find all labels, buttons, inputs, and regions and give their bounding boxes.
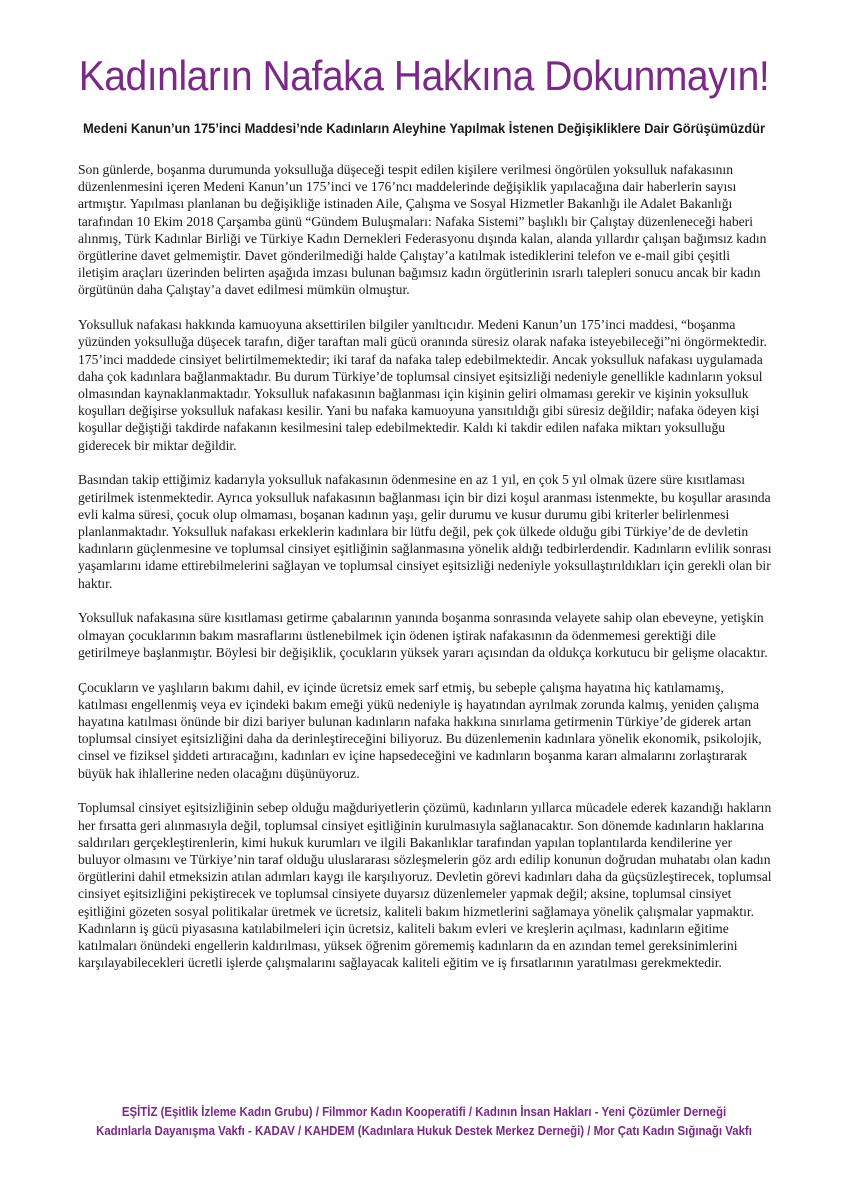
paragraph-2: Yoksulluk nafakası hakkında kamuoyuna aksettirilen bilgiler yanıltıcıdır. Medeni Kanun’un 175’inci maddesi, “boşanma yüzünden yoksulluğa düşecek tarafın, diğer taraftan mali gücü oranında süresiz olarak nafaka isteyebileceği”ni öngörmektedir. 175’inci maddede cinsiyet belirtilmemektedir; iki taraf da nafaka talep edebilmektedir. Ancak yoksulluk nafakası uygulamada daha çok kadınlara bağlanmaktadır. Bu durum Türkiye’de toplumsal cinsiyet eşitsizliği nedeniyle genellikle kadınların yoksul olmasından kaynaklanmaktadır. Yoksulluk nafakasının bağlanması için kişinin geliri olmaması gerekir ve kişinin yoksulluk koşulları değişirse yoksulluk nafakası kesilir. Yani bu nafaka kamuoyuna yansıtıldığı gibi süresiz değildir; nafaka ödeyen kişi koşullar değiştiği takdirde nafakanın kesilmesini talep edebilmektedir. Kaldı ki takdir edilen nafaka miktarı yoksulluğu giderecek bir miktar değildir. <box>78 317 767 453</box>
paragraph-1: Son günlerde, boşanma durumunda yoksulluğa düşeceği tespit edilen kişilere verilmesi öngörülen yoksulluk nafakasının düzenlenmesini içeren Medeni Kanun’un 175’inci ve 176’ncı maddelerinde değişiklik yapılacağına dair haberlerin sayısı artmıştır. Yapılması planlanan bu değişikliğe istinaden Aile, Çalışma ve Sosyal Hizmetler Bakanlığı ile Adalet Bakanlığı tarafından 10 Ekim 2018 Çarşamba günü “Gündem Buluşmaları: Nafaka Sistemi” başlıklı bir Çalıştay düzenleneceği haberi alınmış, Türk Kadınlar Birliği ve Türkiye Kadın Dernekleri Federasyonu dışında kalan, alanda yıllardır çalışan bağımsız kadın örgütlerine davet gelmemiştir. Davet gönderilmediği halde Çalıştay’a katılmak istediklerini telefon ve e-mail gibi çeşitli iletişim araçları üzerinden belirten aşağıda imzası bulunan bağımsız kadın örgütlerinin ısrarlı talepleri sonucu ancak bir kadın örgütünün daha Çalıştay’a davet edilmesi mümkün olmuştur. <box>78 162 767 298</box>
signatories <box>0 1102 848 1140</box>
paragraph-4: Yoksulluk nafakasına süre kısıtlaması getirme çabalarının yanında boşanma sonrasında velayete sahip olan ebeveyne, yetişkin olmayan çocuklarının bakım masraflarını üstlenebilmek için ödenen iştirak nafakasının da ödenmemesi gerektiği dile getirilmeye başlanmıştır. Böylesi bir değişiklik, çocukların yüksek yararı açısından da oldukça korkutucu bir gelişme olacaktır. <box>78 610 768 660</box>
signatories-line-2: Kadınlarla Dayanışma Vakfı - KADAV / KAHDEM (Kadınlara Hukuk Destek Merkez Derneği) / Mor Çatı Kadın Sığınağı Vakfı <box>96 1123 752 1138</box>
document-body <box>78 161 772 989</box>
paragraph-3: Basından takip ettiğimiz kadarıyla yoksulluk nafakasının ödenmesine en az 1 yıl, en çok 5 yıl olmak üzere süre kısıtlaması getirilmek istenmektedir. Ayrıca yoksulluk nafakasının bağlanması için bir dizi koşul aranması istenmekte, bu koşullar arasında evli kalma süresi, çocuk olup olmaması, boşanan kadının yaşı, gelir durumu ve kusur durumu gibi kriterler belirlenmesi planlanmaktadır. Yoksulluk nafakası erkeklerin kadınlara bir lütfu değil, pek çok ülkede olduğu gibi Türkiye’de de devletin kadınların güçlenmesine ve toplumsal cinsiyet eşitliğinin sağlanmasına yönelik aldığı tedbirlerdendir. Kadınların evlilik sonrası yaşamlarını idame ettirebilmelerini sağlayan ve toplumsal cinsiyet eşitsizliği nedeniyle yoksullaştırıldıkları için gerekli olan bir haktır. <box>78 472 772 591</box>
paragraph-5: Çocukların ve yaşlıların bakımı dahil, ev içinde ücretsiz emek sarf etmiş, bu sebeple çalışma hayatına hiç katılamamış, katılması engellenmiş veya ev içindeki bakım emeği yükü nedeniyle iş hayatından ayrılmak zorunda kalmış, yeniden çalışma hayatına katılması önünde bir dizi bariyer bulunan kadınların nafaka hakkına sınırlama getirmenin Türkiye’de giderek artan toplumsal cinsiyet eşitsizliğini daha da derinleştireceğini biliyoruz. Bu düzenlemenin kadınlara yönelik ekonomik, psikolojik, cinsel ve fiziksel şiddeti artıracağını, kadınları ev içine hapsedeceğini ve kadınların boşanma kararı almalarını zorlaştırarak büyük hak ihlallerine neden olacağını düşünüyoruz. <box>78 679 762 781</box>
paragraph-6: Toplumsal cinsiyet eşitsizliğinin sebep olduğu mağduriyetlerin çözümü, kadınların yıllarca mücadele ederek kazandığı hakların her fırsatta geri alınmasıyla değil, toplumsal cinsiyet eşitliğinin kurulmasıyla sağlanacaktır. Son dönemde kadınların haklarına saldırıları gerçekleştirenlerin, kimi hukuk kurumları ve ilgili Bakanlıklar tarafından yapılan toplantılarda kendilerine yer buluyor olmasını ve Türkiye’nin taraf olduğu uluslararası sözleşmelerin göz ardı edilip konunun doğrudan muhatabı olan kadın örgütlerini dahil etmeksizin atılan adımları kaygı ile karşılıyoruz. Devletin görevi kadınları daha da güçsüzleştirecek, toplumsal cinsiyet eşitsizliğini pekiştirecek ve toplumsal cinsiyete duyarsız düzenlemeler yapmak değil; aksine, toplumsal cinsiyet eşitliğini gözeten sosyal politikalar üretmek ve ücretsiz, kaliteli bakım hizmetlerini sağlamaya yönelik çalışmalar yapmaktır. Kadınların iş gücü piyasasına katılabilmeleri için ücretsiz, kaliteli bakım evleri ve kreşlerin açılması, kadınların eğitime katılmaları önündeki engellerin kaldırılması, yüksek öğrenim görememiş kadınların da en azından temel gereksinimlerini karşılayabilecekleri ücretli işlerde çalışmalarını sağlayacak kaliteli eğitim ve iş fırsatlarının yaratılması gerekmektedir. <box>78 800 772 971</box>
signatories-line-1: EŞİTİZ (Eşitlik İzleme Kadın Grubu) / Filmmor Kadın Kooperatifi / Kadının İnsan Hakları - Yeni Çözümler Derneği <box>121 1104 727 1119</box>
document-subtitle: Medeni Kanun’un 175’inci Maddesi’nde Kadınların Aleyhine Yapılmak İstenen Değişikliklere Dair Görüşümüzdür <box>82 120 766 136</box>
document-title: Kadınların Nafaka Hakkına Dokunmayın! <box>78 52 770 99</box>
